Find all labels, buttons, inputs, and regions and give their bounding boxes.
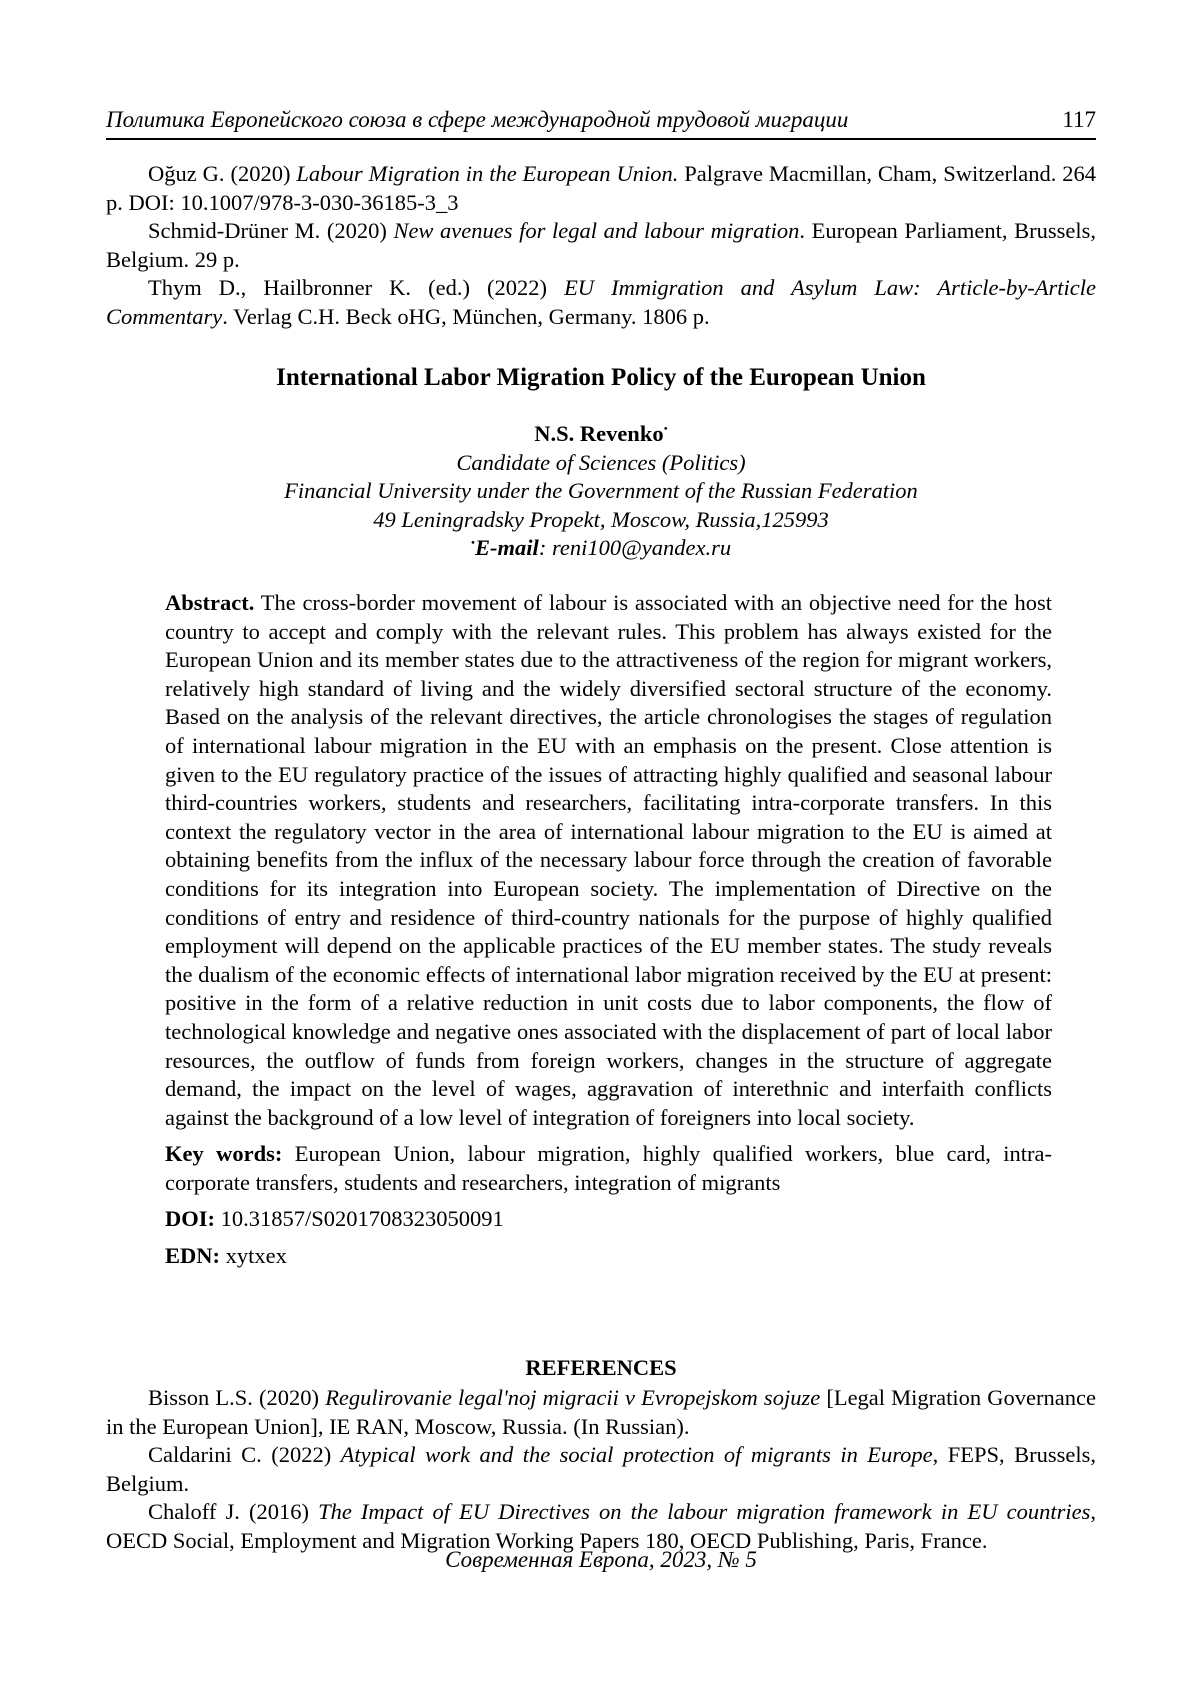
- abstract-text: The cross-border movement of labour is associated with an objective need for the host country to accept and comply with the relevant rules. This problem has always existed for the European Union and its member states due to the attractiveness of the region for migrant workers, relatively high standard of living and the widely diversified sectoral structure of the economy. Based on the analysis of the relevant directives, the article chronologises the stages of regulation of international labour migration in the EU with an emphasis on the present. Close attention is given to the EU regulatory practice of the issues of attracting highly qualified and seasonal labour third-countries workers, students and researchers, facilitating intra-corporate transfers. In this context the regulatory vector in the area of international labour migration to the EU is aimed at obtaining benefits from the influx of the necessary labour force through the creation of favorable conditions for its integration into European society. The implementation of Directive on the conditions of entry and residence of third-country nationals for the purpose of highly qualified employment will depend on the applicable practices of the EU member states. The study reveals the dualism of the economic effects of international labor migration received by the EU at present: positive in the form of a relative reduction in unit costs due to labor components, the flow of technological knowledge and negative ones associated with the displacement of part of local labor resources, the outflow of funds from foreign workers, changes in the structure of aggregate demand, the impact on the level of wages, aggravation of interethnic and interfaith conflicts against the background of a low level of integration of foreigners into local society.: [165, 590, 1052, 1130]
- references-heading: REFERENCES: [525, 1355, 677, 1380]
- author-degree: Candidate of Sciences (Politics): [456, 449, 746, 475]
- reference-item: Bisson L.S. (2020) Regulirovanie legal'noj migracii v Evropejskom sojuze [Legal Migration Governance in the European Union], IE RAN, Moscow, Russia. (In Russian).: [106, 1385, 1096, 1439]
- author-address: 49 Leningradsky Propekt, Moscow, Russia,125993: [373, 506, 829, 532]
- reference-item: Caldarini C. (2022) Atypical work and the social protection of migrants in Europe, FEPS, Brussels, Belgium.: [106, 1442, 1096, 1496]
- abstract-label: Abstract.: [165, 590, 255, 615]
- reference-item: Oğuz G. (2020) Labour Migration in the European Union. Palgrave Macmillan, Cham, Switzerland. 264 p. DOI: 10.1007/978-3-030-36185-3_3: [106, 161, 1096, 215]
- author-email: reni100@yandex.ru: [551, 535, 732, 561]
- author-mark: •: [663, 421, 668, 436]
- page-number: 117: [1062, 107, 1096, 132]
- keywords: [165, 1140, 1052, 1197]
- previous-article-references: [106, 160, 1096, 332]
- references-list: [106, 1384, 1096, 1556]
- doi: [165, 1205, 1052, 1234]
- email-mark: •: [470, 535, 476, 550]
- reference-item: Schmid-Drüner M. (2020) New avenues for legal and labour migration. European Parliament, Brussels, Belgium. 29 p.: [106, 218, 1097, 272]
- running-head: [106, 100, 1096, 140]
- edn-label: EDN:: [165, 1243, 220, 1269]
- article-title: International Labor Migration Policy of the European Union: [276, 364, 926, 391]
- edn: [165, 1242, 1052, 1271]
- email-label: E-mail: [475, 535, 539, 561]
- reference-item: Thym D., Hailbronner K. (ed.) (2022) EU Immigration and Asylum Law: Article-by-Article Commentary. Verlag C.H. Beck oHG, München, Germany. 1806 p.: [106, 275, 1096, 329]
- doi-value: 10.31857/S0201708323050091: [215, 1206, 504, 1232]
- keywords-text: European Union, labour migration, highly qualified workers, blue card, intra-corporate transfers, students and researchers, integration of migrants: [165, 1141, 1052, 1195]
- author-block: [106, 420, 1096, 563]
- author-email-line: •E-mail: reni100@yandex.ru: [470, 535, 732, 561]
- reference-item: Chaloff J. (2016) The Impact of EU Directives on the labour migration framework in EU countries, OECD Social, Employment and Migration Working Papers 180, OECD Publishing, Paris, France.: [106, 1499, 1096, 1553]
- running-head-title: Политика Европейского союза в сфере международной трудовой миграции: [106, 107, 849, 132]
- abstract-block: [165, 589, 1052, 1279]
- edn-value: xytxex: [220, 1243, 287, 1269]
- author-institution: Financial University under the Government of the Russian Federation: [284, 478, 918, 504]
- author-name: N.S. Revenko•: [534, 421, 668, 446]
- doi-label: DOI:: [165, 1206, 215, 1232]
- abstract: [165, 589, 1052, 1132]
- journal-footer: Современная Европа, 2023, № 5: [445, 1547, 757, 1572]
- keywords-label: Key words:: [165, 1141, 283, 1167]
